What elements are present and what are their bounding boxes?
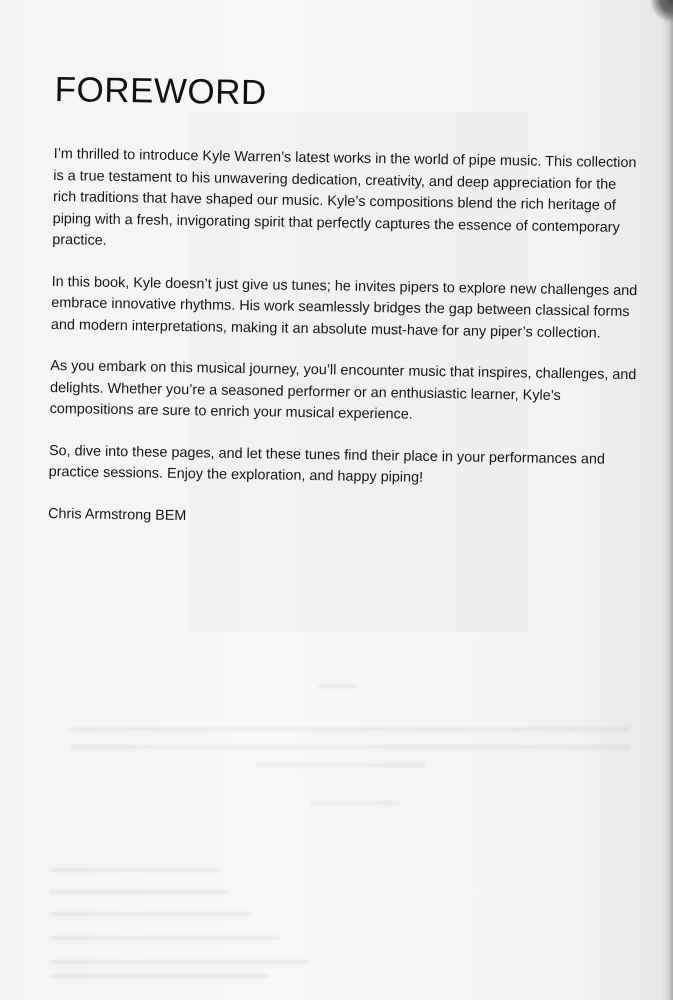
showthrough-mark [310,801,400,805]
foreword-paragraph: In this book, Kyle doesn’t just give us tunes; he invites pipers to explore new challenges and embrace innovative rhythms. His work seamlessly bridges the gap between classical forms and modern interpretations, making it an absolute must-have for any piper’s collection. [50,273,638,342]
book-corner-shadow [651,0,673,22]
foreword-paragraph: So, dive into these pages, and let these tunes find their place in your performances and practice sessions. Enjoy the exploration, and happy piping! [48,442,606,486]
showthrough-mark [50,936,280,940]
foreword-paragraph: As you embark on this musical journey, you’ll encounter music that inspires, challenges, and delights. Whether you’re a seasoned performer or an enthusiastic learner, Kyle’s compositions are sure to enrich your musical experience. [49,357,637,423]
showthrough-mark [70,727,630,731]
foreword-paragraph: I’m thrilled to introduce Kyle Warren’s latest works in the world of pipe music. This collection is a true testament to his unwavering dedication, creativity, and deep appreciation for the rich traditions that have shaped our music. Kyle’s compositions blend the rich heritage of piping with a fresh, invigorating spirit that perfectly captures the essence of contemporary practice. [52,145,637,249]
page-title: FOREWORD [54,70,268,113]
author-signature: Chris Armstrong BEM [47,505,187,524]
showthrough-mark [50,974,270,978]
showthrough-mark [256,763,426,767]
foreword-content [48,70,645,534]
showthrough-mark [50,868,220,872]
showthrough-mark [50,912,250,916]
showthrough-mark [50,960,310,964]
showthrough-mark [50,890,230,894]
showthrough-mark [318,684,358,688]
showthrough-mark [70,745,630,749]
book-page-edge [661,0,673,1000]
